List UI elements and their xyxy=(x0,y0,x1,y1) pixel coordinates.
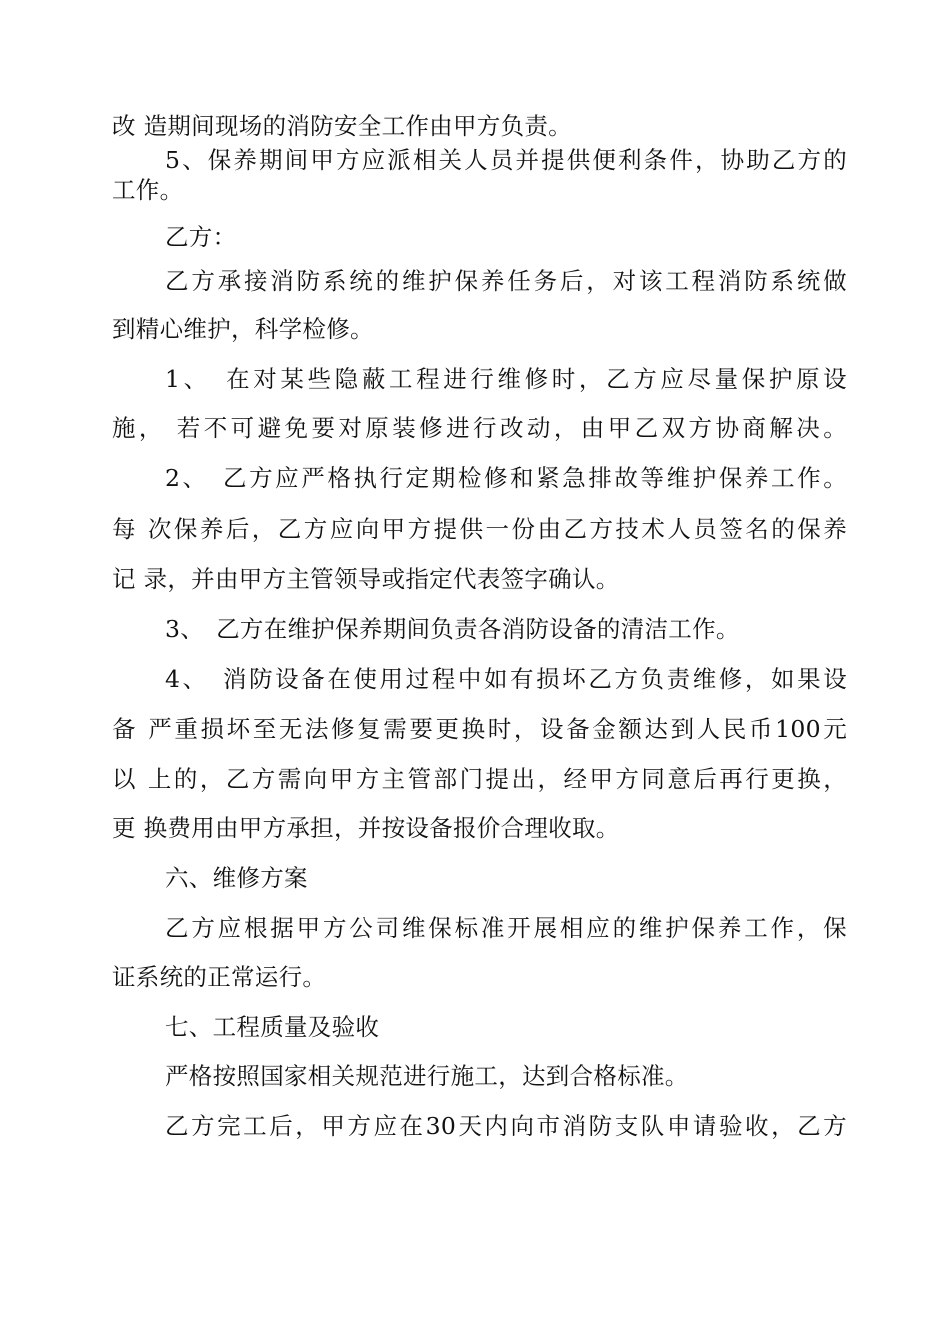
text-line: 更 换费用由甲方承担，并按设备报价合理收取。 xyxy=(112,814,620,842)
section-heading: 七、工程质量及验收 xyxy=(165,1013,380,1041)
text-line: 以 上的，乙方需向甲方主管部门提出，经甲方同意后再行更换， xyxy=(112,765,847,793)
text-line: 改 造期间现场的消防安全工作由甲方负责。 xyxy=(112,112,572,140)
text-line: 1、 在对某些隐蔽工程进行维修时，乙方应尽量保护原设 xyxy=(165,365,847,393)
text-line: 工作。 xyxy=(112,176,184,204)
text-line: 4、 消防设备在使用过程中如有损坏乙方负责维修，如果设 xyxy=(165,665,847,693)
text-line: 2、 乙方应严格执行定期检修和紧急排故等维护保养工作。 xyxy=(165,464,847,492)
text-line: 施， 若不可避免要对原装修进行改动，由甲乙双方协商解决。 xyxy=(112,414,847,442)
text-line: 5、保养期间甲方应派相关人员并提供便利条件，协助乙方的 xyxy=(165,146,847,174)
text-line: 严格按照国家相关规范进行施工，达到合格标准。 xyxy=(165,1062,689,1090)
text-line: 乙方： xyxy=(165,223,237,251)
text-line: 乙方承接消防系统的维护保养任务后，对该工程消防系统做 xyxy=(165,267,847,295)
section-heading: 六、维修方案 xyxy=(165,864,308,892)
text-line: 乙方应根据甲方公司维保标准开展相应的维护保养工作，保 xyxy=(165,914,847,942)
text-line: 到精心维护，科学检修。 xyxy=(112,315,374,343)
document-page xyxy=(112,0,847,1344)
text-line: 记 录，并由甲方主管领导或指定代表签字确认。 xyxy=(112,565,620,593)
text-line: 证系统的正常运行。 xyxy=(112,963,327,991)
text-line: 乙方完工后，甲方应在30天内向市消防支队申请验收，乙方 xyxy=(165,1112,847,1140)
text-line: 3、 乙方在维护保养期间负责各消防设备的清洁工作。 xyxy=(165,615,740,643)
text-line: 每 次保养后，乙方应向甲方提供一份由乙方技术人员签名的保养 xyxy=(112,515,847,543)
text-line: 备 严重损坏至无法修复需要更换时，设备金额达到人民币100元 xyxy=(112,715,847,743)
